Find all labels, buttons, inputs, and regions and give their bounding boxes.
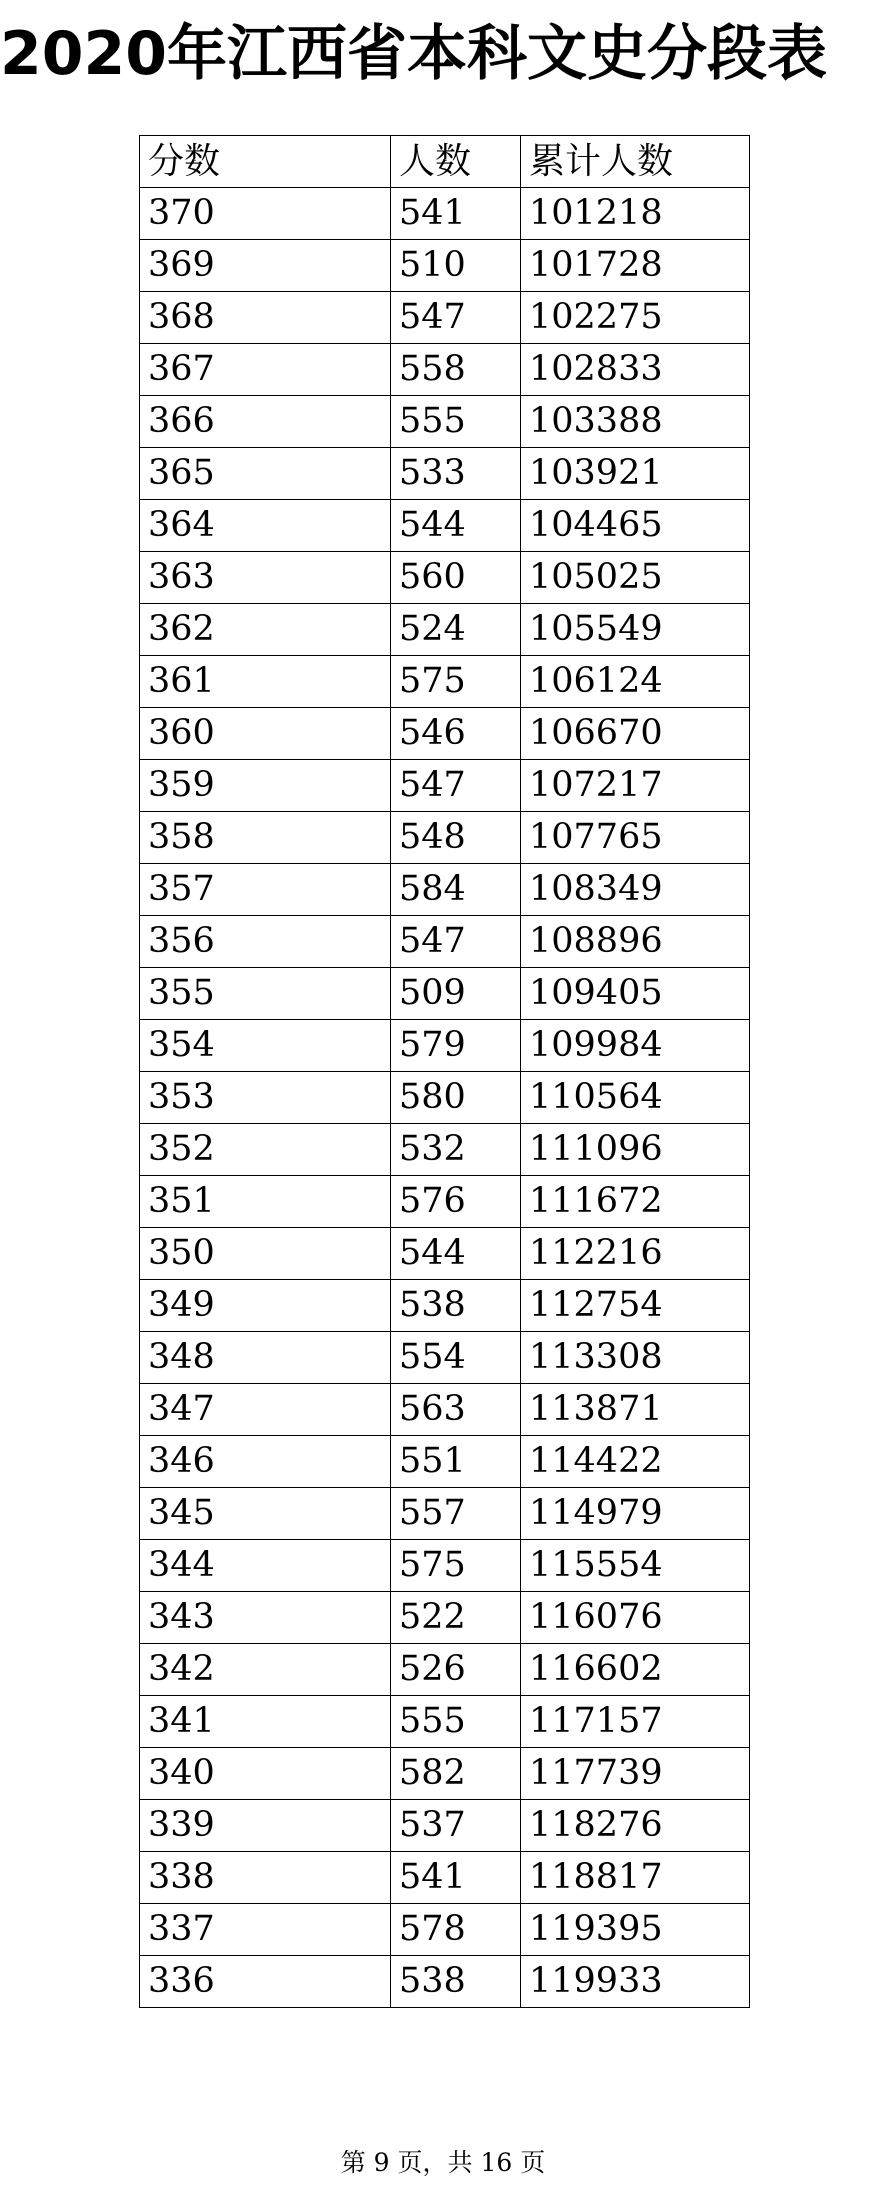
page-title: 2020年江西省本科文史分段表	[0, 19, 827, 89]
cell-cumulative: 105549	[521, 604, 750, 656]
cell-cumulative: 109405	[521, 968, 750, 1020]
table-row	[140, 1228, 750, 1280]
cell-score: 342	[140, 1644, 391, 1696]
cell-count: 524	[391, 604, 521, 656]
table-row	[140, 1540, 750, 1592]
cell-score: 355	[140, 968, 391, 1020]
cell-score: 361	[140, 656, 391, 708]
cell-cumulative: 114422	[521, 1436, 750, 1488]
cell-score: 350	[140, 1228, 391, 1280]
header-cumulative: 累计人数	[521, 136, 750, 188]
header-score: 分数	[140, 136, 391, 188]
cell-score: 369	[140, 240, 391, 292]
cell-count: 555	[391, 396, 521, 448]
cell-count: 544	[391, 1228, 521, 1280]
table-row	[140, 1696, 750, 1748]
cell-count: 522	[391, 1592, 521, 1644]
cell-cumulative: 106124	[521, 656, 750, 708]
table-row	[140, 1852, 750, 1904]
cell-cumulative: 109984	[521, 1020, 750, 1072]
cell-count: 547	[391, 760, 521, 812]
table-row	[140, 1332, 750, 1384]
cell-cumulative: 106670	[521, 708, 750, 760]
cell-score: 343	[140, 1592, 391, 1644]
cell-score: 356	[140, 916, 391, 968]
cell-score: 338	[140, 1852, 391, 1904]
cell-cumulative: 108896	[521, 916, 750, 968]
cell-cumulative: 116602	[521, 1644, 750, 1696]
cell-score: 348	[140, 1332, 391, 1384]
cell-cumulative: 117739	[521, 1748, 750, 1800]
cell-score: 359	[140, 760, 391, 812]
cell-cumulative: 110564	[521, 1072, 750, 1124]
table-row	[140, 1020, 750, 1072]
cell-count: 547	[391, 916, 521, 968]
table-row	[140, 1124, 750, 1176]
cell-cumulative: 102275	[521, 292, 750, 344]
table-row	[140, 1436, 750, 1488]
table-row	[140, 760, 750, 812]
cell-score: 340	[140, 1748, 391, 1800]
cell-count: 575	[391, 1540, 521, 1592]
cell-score: 367	[140, 344, 391, 396]
cell-score: 353	[140, 1072, 391, 1124]
cell-score: 341	[140, 1696, 391, 1748]
cell-count: 555	[391, 1696, 521, 1748]
table-row	[140, 1748, 750, 1800]
cell-score: 358	[140, 812, 391, 864]
cell-count: 538	[391, 1956, 521, 2008]
table-row	[140, 552, 750, 604]
cell-count: 546	[391, 708, 521, 760]
cell-score: 351	[140, 1176, 391, 1228]
table-row	[140, 396, 750, 448]
cell-count: 526	[391, 1644, 521, 1696]
cell-score: 347	[140, 1384, 391, 1436]
table-row	[140, 968, 750, 1020]
cell-count: 538	[391, 1280, 521, 1332]
score-distribution-table	[139, 135, 750, 2008]
cell-cumulative: 101218	[521, 188, 750, 240]
cell-count: 563	[391, 1384, 521, 1436]
cell-cumulative: 108349	[521, 864, 750, 916]
cell-score: 370	[140, 188, 391, 240]
cell-score: 364	[140, 500, 391, 552]
cell-cumulative: 107765	[521, 812, 750, 864]
cell-cumulative: 117157	[521, 1696, 750, 1748]
cell-count: 582	[391, 1748, 521, 1800]
table-body	[140, 188, 750, 2008]
cell-score: 366	[140, 396, 391, 448]
cell-cumulative: 104465	[521, 500, 750, 552]
table-row	[140, 1280, 750, 1332]
table-row	[140, 1800, 750, 1852]
cell-count: 509	[391, 968, 521, 1020]
cell-cumulative: 101728	[521, 240, 750, 292]
table-row	[140, 1644, 750, 1696]
table-row	[140, 1904, 750, 1956]
cell-score: 368	[140, 292, 391, 344]
table-row	[140, 812, 750, 864]
table-row	[140, 1072, 750, 1124]
cell-count: 576	[391, 1176, 521, 1228]
cell-count: 544	[391, 500, 521, 552]
cell-score: 362	[140, 604, 391, 656]
cell-cumulative: 103388	[521, 396, 750, 448]
cell-count: 554	[391, 1332, 521, 1384]
cell-score: 360	[140, 708, 391, 760]
cell-score: 357	[140, 864, 391, 916]
cell-cumulative: 111672	[521, 1176, 750, 1228]
table-row	[140, 1488, 750, 1540]
cell-count: 578	[391, 1904, 521, 1956]
cell-cumulative: 105025	[521, 552, 750, 604]
table-row	[140, 448, 750, 500]
cell-score: 363	[140, 552, 391, 604]
cell-count: 551	[391, 1436, 521, 1488]
cell-count: 541	[391, 188, 521, 240]
cell-count: 560	[391, 552, 521, 604]
cell-count: 580	[391, 1072, 521, 1124]
cell-count: 558	[391, 344, 521, 396]
cell-count: 510	[391, 240, 521, 292]
table-row	[140, 1592, 750, 1644]
cell-score: 365	[140, 448, 391, 500]
page-footer: 第 9 页，共 16 页	[340, 2148, 546, 2177]
cell-cumulative: 114979	[521, 1488, 750, 1540]
table-row	[140, 1384, 750, 1436]
cell-score: 349	[140, 1280, 391, 1332]
cell-count: 548	[391, 812, 521, 864]
cell-cumulative: 116076	[521, 1592, 750, 1644]
header-count: 人数	[391, 136, 521, 188]
cell-count: 532	[391, 1124, 521, 1176]
cell-cumulative: 102833	[521, 344, 750, 396]
table-row	[140, 864, 750, 916]
cell-count: 537	[391, 1800, 521, 1852]
cell-score: 346	[140, 1436, 391, 1488]
cell-count: 547	[391, 292, 521, 344]
cell-cumulative: 118817	[521, 1852, 750, 1904]
cell-score: 336	[140, 1956, 391, 2008]
cell-cumulative: 107217	[521, 760, 750, 812]
cell-cumulative: 118276	[521, 1800, 750, 1852]
table-row	[140, 188, 750, 240]
cell-count: 533	[391, 448, 521, 500]
cell-cumulative: 113871	[521, 1384, 750, 1436]
table-row	[140, 240, 750, 292]
cell-score: 337	[140, 1904, 391, 1956]
cell-cumulative: 115554	[521, 1540, 750, 1592]
cell-count: 575	[391, 656, 521, 708]
table-row	[140, 916, 750, 968]
cell-count: 541	[391, 1852, 521, 1904]
table-row	[140, 344, 750, 396]
cell-cumulative: 113308	[521, 1332, 750, 1384]
cell-score: 352	[140, 1124, 391, 1176]
table-row	[140, 292, 750, 344]
cell-score: 354	[140, 1020, 391, 1072]
cell-score: 345	[140, 1488, 391, 1540]
table-header-row	[140, 136, 750, 188]
cell-cumulative: 119933	[521, 1956, 750, 2008]
table-row	[140, 604, 750, 656]
cell-count: 584	[391, 864, 521, 916]
table-row	[140, 500, 750, 552]
cell-score: 339	[140, 1800, 391, 1852]
table-row	[140, 1176, 750, 1228]
cell-cumulative: 103921	[521, 448, 750, 500]
cell-cumulative: 119395	[521, 1904, 750, 1956]
cell-cumulative: 112216	[521, 1228, 750, 1280]
cell-score: 344	[140, 1540, 391, 1592]
table-row	[140, 708, 750, 760]
cell-count: 579	[391, 1020, 521, 1072]
cell-cumulative: 112754	[521, 1280, 750, 1332]
table-row	[140, 1956, 750, 2008]
cell-count: 557	[391, 1488, 521, 1540]
table-row	[140, 656, 750, 708]
cell-cumulative: 111096	[521, 1124, 750, 1176]
